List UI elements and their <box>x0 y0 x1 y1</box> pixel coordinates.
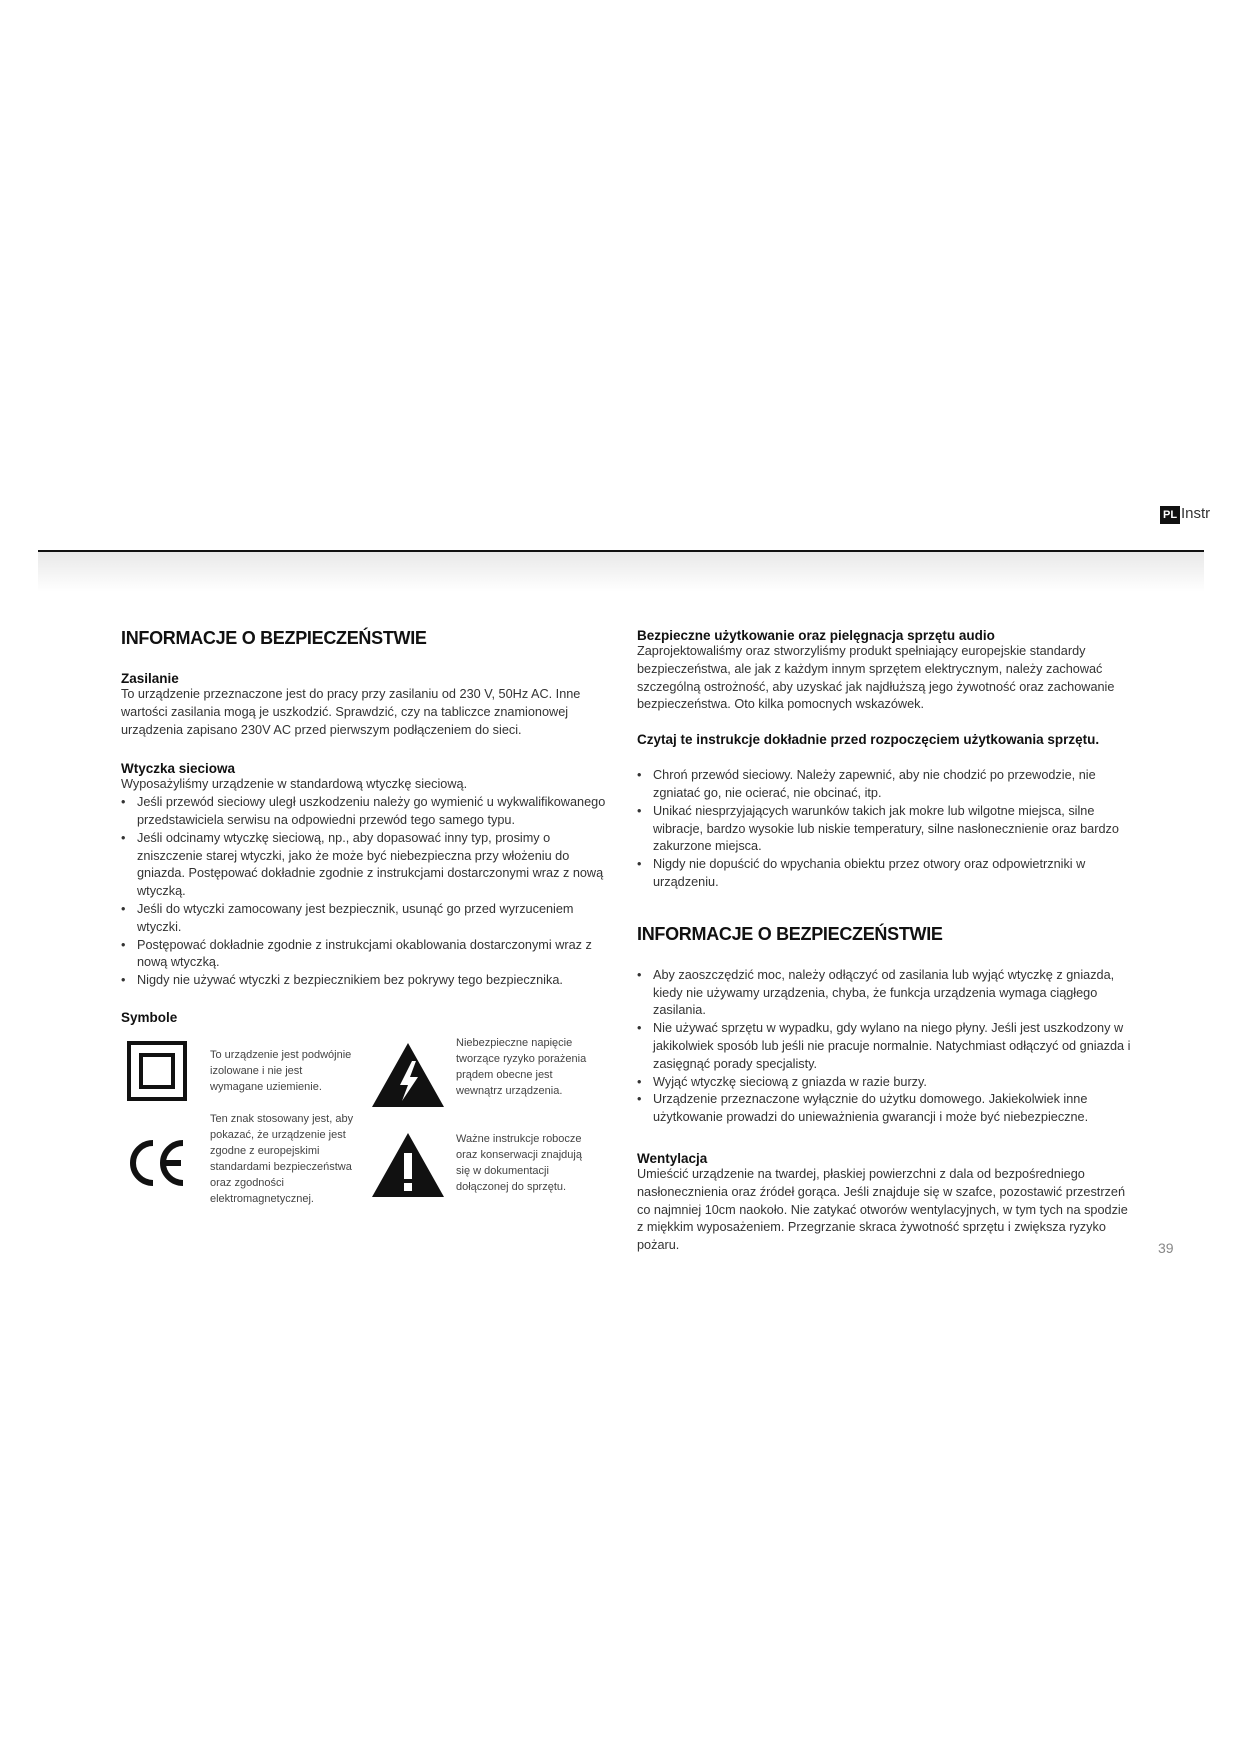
list-item: • Nigdy nie dopuścić do wpychania obiektu przez otwory oraz odpowietrzniki w urządzeniu. <box>637 856 1133 892</box>
section-wentylacja <box>637 1151 1133 1255</box>
wtyczka-heading: Wtyczka sieciowa <box>121 761 236 777</box>
list-item: • Chroń przewód sieciowy. Należy zapewnić, aby nie chodzić po przewodzie, nie zgniatać go, nie ocierać, nie obcinać, itp. <box>637 767 1133 803</box>
zasilanie-heading: Zasilanie <box>121 671 179 686</box>
double-insulation-icon <box>127 1041 187 1106</box>
list-item: • Jeśli przewód sieciowy uległ uszkodzeniu należy go wymienić u wykwalifikowanego przedstawiciela serwisu na odpowiedni przewód tego samego typu. <box>121 794 611 830</box>
symbole-heading: Symbole <box>121 1009 178 1025</box>
right-column <box>637 628 1133 1271</box>
page-number: 39 <box>1158 1240 1174 1256</box>
header-rule-shadow <box>38 552 1204 592</box>
list-item: • Postępować dokładnie zgodnie z instrukcjami okablowania dostarczonymi wraz z nową wtyczką. <box>121 937 611 973</box>
audio-heading: Bezpieczne użytkowanie oraz pielęgnacja sprzętu audio <box>637 628 995 643</box>
exclamation-warning-icon <box>370 1131 446 1204</box>
section-symbole <box>121 1010 611 1225</box>
symbol-text: Ten znak stosowany jest, aby pokazać, że urządzenie jest zgodne z europejskimi standardami bezpieczeństwa oraz zgodności elektromagnetycznej. <box>210 1112 354 1205</box>
lightning-warning-icon <box>370 1041 446 1114</box>
wentylacja-text: Umieścić urządzenie na twardej, płaskiej powierzchni z dala od bezpośredniego nasłonecznienia oraz źródeł gorąca. Jeśli znajduje się w szafce, pozostawić przestrzeń co najmniej 10cm naokoło. Nie zatykać otworów wentylacyjnych, w tym tych na spodzie z miękkim wyposażeniem. Przegrzanie skraca żywotność sprzętu i zwiększa ryzyko pożaru. <box>637 1166 1128 1253</box>
list-item: • Jeśli do wtyczki zamocowany jest bezpiecznik, usunąć go przed wyrzuceniem wtyczki. <box>121 901 611 937</box>
header-title: Instr <box>1181 505 1211 522</box>
list-item: • Urządzenie przeznaczone wyłącznie do użytku domowego. Jakiekolwiek inne użytkowanie prowadzi do unieważnienia gwarancji i może być niebezpieczne. <box>637 1091 1133 1127</box>
safety-title-2: INFORMACJE O BEZPIECZEŃSTWIE <box>637 923 943 944</box>
list-item: • Aby zaoszczędzić moc, należy odłączyć od zasilania lub wyjąć wtyczkę z gniazda, kiedy nie używamy urządzenia, chyba, że funkcja urządzenia wymaga ciągłego zasilania. <box>637 967 1133 1020</box>
list-item: • Wyjąć wtyczkę sieciową z gniazda w razie burzy. <box>637 1074 1133 1092</box>
symbol-text: To urządzenie jest podwójnie izolowane i nie jest wymagane uziemienie. <box>210 1048 352 1093</box>
ce-mark-icon <box>127 1135 187 1196</box>
audio-text: Zaprojektowaliśmy oraz stworzyliśmy produkt spełniający europejskie standardy bezpieczeństwa, ale jak z każdym innym sprzętem elektrycznym, należy zachować szczególną ostrożność, aby uzyskać jak najdłuższą jego żywotność oraz zachowanie bezpieczeństwa. Oto kilka pomocnych wskazówek. <box>637 644 1115 712</box>
language-badge: PL <box>1160 506 1180 524</box>
read-instructions: Czytaj te instrukcje dokładnie przed rozpoczęciem użytkowania sprzętu. <box>637 732 1100 748</box>
section-zasilanie <box>121 671 611 739</box>
zasilanie-text: To urządzenie przeznaczone jest do pracy przy zasilaniu od 230 V, 50Hz AC. Inne wartości zasilania mogą je uszkodzić. Sprawdzić, czy na tabliczce znamionowej urządzenia zapisano 230V AC przed pierwszym podłączeniem do sieci. <box>121 687 581 737</box>
symbols-grid <box>121 1035 611 1225</box>
list-item: • Nigdy nie używać wtyczki z bezpiecznikiem bez pokrywy tego bezpiecznika. <box>121 972 611 990</box>
wtyczka-list <box>121 794 611 990</box>
list-item: • Jeśli odcinamy wtyczkę sieciową, np., aby dopasować inny typ, prosimy o zniszczenie starej wtyczki, jako że może być niebezpieczna przy włożeniu do gniazda. Postępować dokładnie zgodnie z instrukcjami dostarczonymi wraz z nową wtyczką. <box>121 830 611 901</box>
left-column <box>121 628 611 1241</box>
section-wtyczka <box>121 761 611 990</box>
care-list <box>637 767 1133 892</box>
section-audio <box>637 628 1133 714</box>
list-item: • Nie używać sprzętu w wypadku, gdy wylano na niego płyny. Jeśli jest uszkodzony w jakikolwiek sposób lub jeśli nie pracuje normalnie. Natychmiast odłączyć od gniazda i zasięgnąć porady specjalisty. <box>637 1020 1133 1073</box>
wtyczka-intro: Wyposażyliśmy urządzenie w standardową wtyczkę sieciową. <box>121 777 468 792</box>
wentylacja-heading: Wentylacja <box>637 1150 708 1166</box>
safety-title: INFORMACJE O BEZPIECZEŃSTWIE <box>121 628 427 648</box>
symbol-text: Ważne instrukcje robocze oraz konserwacji znajdują się w dokumentacji dołączonej do sprzętu. <box>456 1132 582 1193</box>
safety-list <box>637 967 1133 1127</box>
list-item: • Unikać niesprzyjających warunków takich jak mokre lub wilgotne miejsca, silne wibracje, bardzo wysokie lub niskie temperatury, silne nasłonecznienie oraz bardzo zakurzone miejsca. <box>637 803 1133 856</box>
symbol-text: Niebezpieczne napięcie tworzące ryzyko porażenia prądem obecne jest wewnątrz urządzenia. <box>456 1036 587 1097</box>
